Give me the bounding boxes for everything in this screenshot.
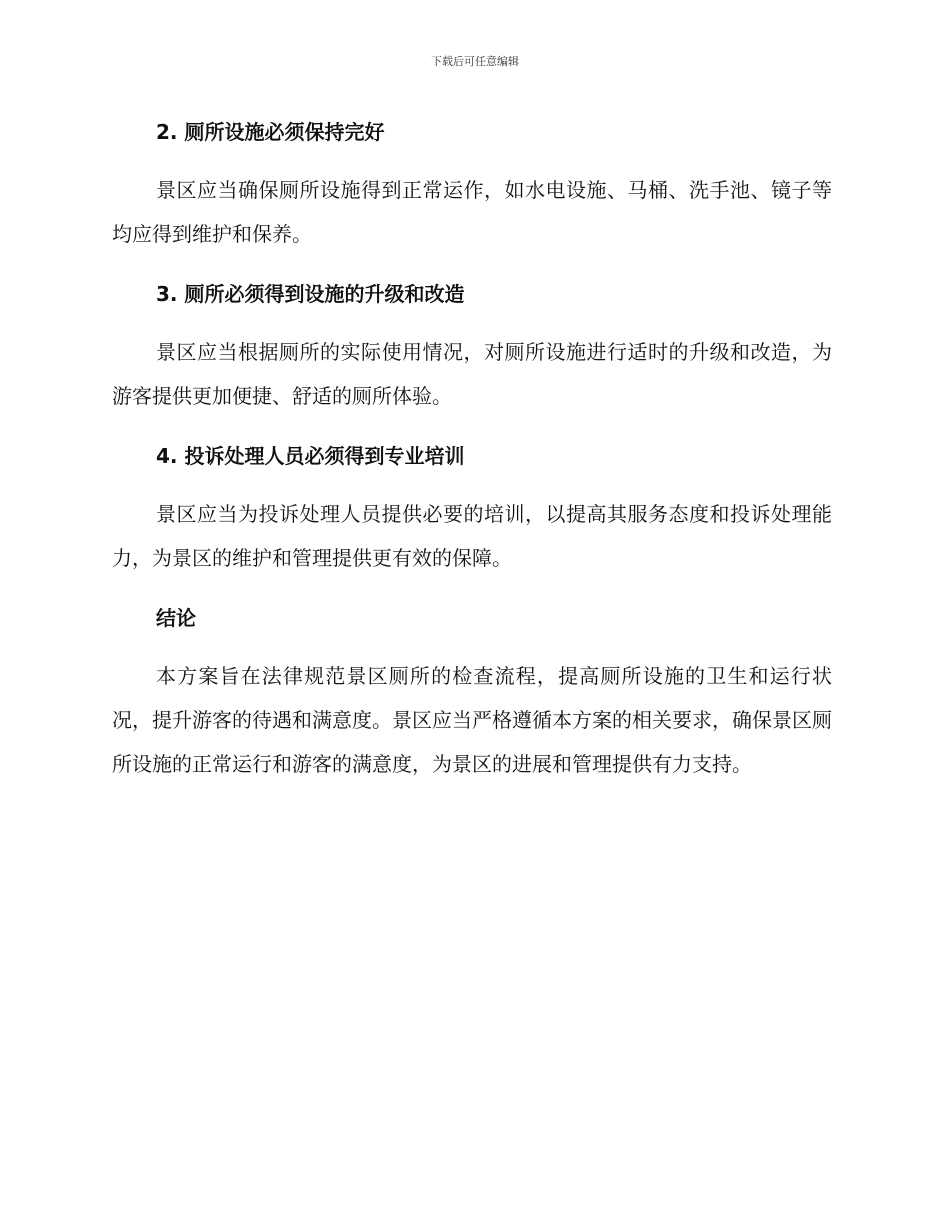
page-header-note: 下载后可任意编辑 — [431, 55, 519, 68]
section-heading-complaint-training: 4. 投诉处理人员必须得到专业培训 — [156, 444, 465, 468]
section-heading-facility-maintenance: 2. 厕所设施必须保持完好 — [156, 120, 385, 144]
section-paragraph-conclusion: 本方案旨在法律规范景区厕所的检查流程，提高厕所设施的卫生和运行状况，提升游客的待遇和满意度。景区应当严格遵循本方案的相关要求，确保景区厕所设施的正常运行和游客的满意度，为景区的进展和管理提供有力支持。 — [112, 664, 832, 776]
section-heading-facility-upgrade: 3. 厕所必须得到设施的升级和改造 — [156, 282, 465, 306]
document-body — [112, 112, 832, 786]
section-paragraph-facility-maintenance: 景区应当确保厕所设施得到正常运作，如水电设施、马桶、洗手池、镜子等均应得到维护和保养。 — [112, 178, 832, 246]
section-paragraph-facility-upgrade: 景区应当根据厕所的实际使用情况，对厕所设施进行适时的升级和改造，为游客提供更加便捷、舒适的厕所体验。 — [112, 340, 832, 408]
section-paragraph-complaint-training: 景区应当为投诉处理人员提供必要的培训，以提高其服务态度和投诉处理能力，为景区的维护和管理提供更有效的保障。 — [112, 502, 832, 570]
section-heading-conclusion: 结论 — [156, 606, 196, 630]
